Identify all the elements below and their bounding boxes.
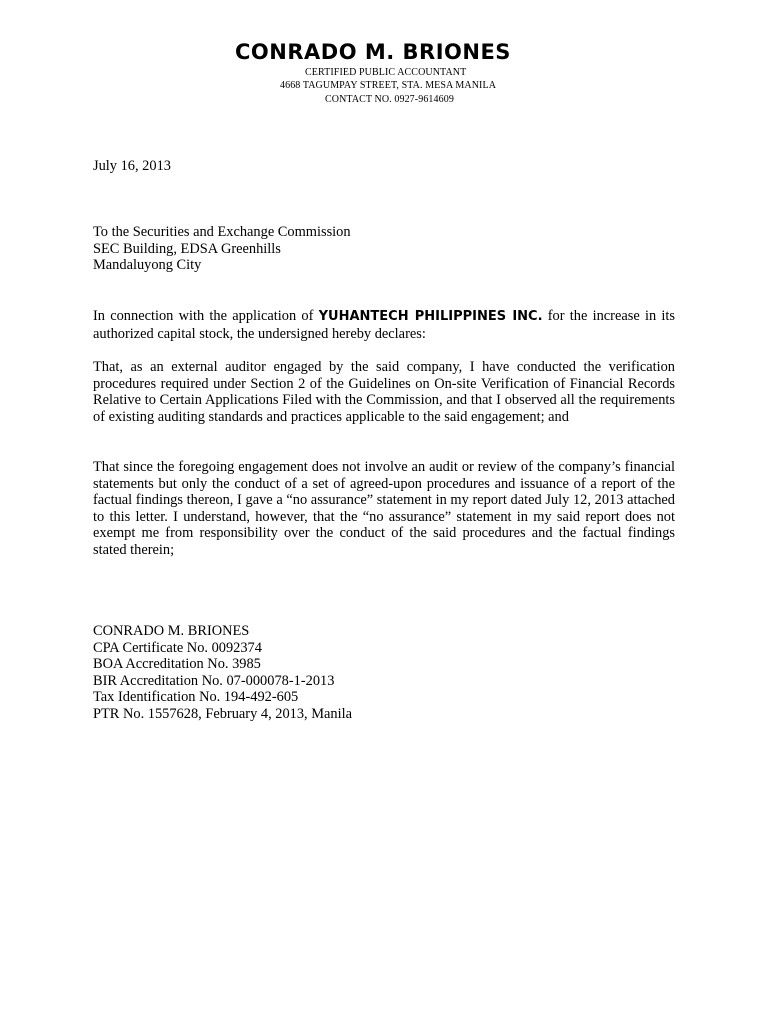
recipient-line: SEC Building, EDSA Greenhills (93, 240, 281, 257)
company-name: YUHANTECH PHILIPPINES INC. (318, 309, 543, 324)
paragraph-application (93, 308, 675, 342)
letterhead-name: CONRADO M. BRIONES (235, 40, 511, 64)
letter-date: July 16, 2013 (93, 158, 171, 174)
recipient-line: To the Securities and Exchange Commission (93, 224, 351, 240)
cpa-certificate: CPA Certificate No. 0092374 (93, 639, 262, 656)
paragraph-application-rest: for the increase in its authorized capital stock, the undersigned hereby declares: (93, 308, 675, 342)
letterhead-address: 4668 TAGUMPAY STREET, STA. MESA MANILA (280, 80, 497, 91)
letterhead-title: CERTIFIED PUBLIC ACCOUNTANT (305, 67, 467, 78)
recipient-block (93, 224, 675, 274)
paragraph-application-intro: In connection with the application of (93, 308, 319, 324)
letterhead-contact: CONTACT NO. 0927-9614609 (325, 94, 454, 105)
paragraph-no-assurance: That since the foregoing engagement does not involve an audit or review of the company’s financial statements but only the conduct of a set of agreed-upon procedures and issuance of a report of the factual findings thereon, I gave a “no assurance” statement in my report dated July 12, 2013 attached to this letter. I understand, however, that the “no assurance” statement in my said report does not exempt me from responsibility over the conduct of the said procedures and the factual findings stated therein; (93, 459, 675, 558)
bir-accreditation: BIR Accreditation No. 07-000078-1-2013 (93, 672, 335, 689)
ptr-number: PTR No. 1557628, February 4, 2013, Manila (93, 705, 353, 722)
signature-block (93, 623, 675, 722)
signatory-name: CONRADO M. BRIONES (93, 623, 250, 639)
boa-accreditation: BOA Accreditation No. 3985 (93, 656, 261, 672)
recipient-line: Mandaluyong City (93, 257, 202, 273)
paragraph-verification: That, as an external auditor engaged by the said company, I have conducted the verification procedures required under Section 2 of the Guidelines on On-site Verification of Financial Records Relative to Certain Applications Filed with the Commission, and that I observed all the requirements of existing auditing standards and practices applicable to the said engagement; and (93, 359, 675, 425)
tax-identification: Tax Identification No. 194-492-605 (93, 689, 299, 705)
